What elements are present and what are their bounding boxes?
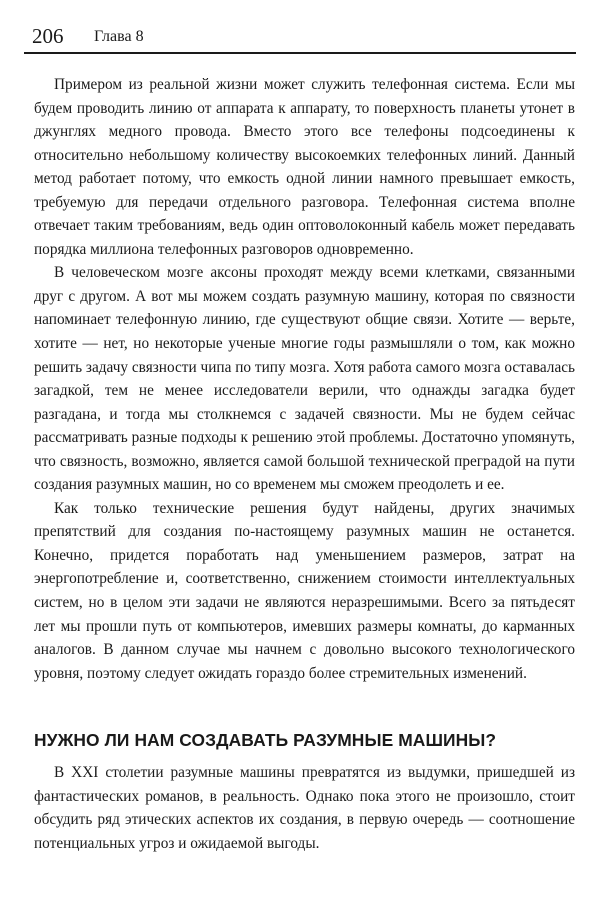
- running-head: [24, 20, 576, 54]
- paragraph-technical-solutions: Как только технические решения будут найдены, других значимых препятствий для создания по-настоящему разумных машин не останется. Конечно, придется поработать над уменьшением размеров, затрат на энергопотребление и, соответственно, снижением стоимости интеллектуальных систем, но в целом эти задачи не являются неразрешимыми. Всего за пятьдесят лет мы прошли путь от компьютеров, имевших размеры комнаты, до карманных аналогов. В данном случае мы начнем с довольно высокого технологического уровня, поэтому следует ожидать гораздо более стремительных изменений.: [34, 499, 575, 682]
- section-body-text: [34, 761, 575, 855]
- chapter-title: Глава 8: [94, 28, 144, 45]
- paragraph-xxi-century: В XXI столетии разумные машины превратятся из выдумки, пришедшей из фантастических романов, в реальность. Однако пока этого не произошло, стоит обсудить ряд этических аспектов их создания, в первую очередь — соотношение потенциальных угроз и ожидаемой выгоды.: [34, 764, 575, 852]
- paragraph-brain-connectivity: В человеческом мозге аксоны проходят между всеми клетками, связанными друг с другом. А вот мы можем создать разумную машину, которая по связности напоминает телефонную линию, где существуют общие связи. Хотите — верьте, хотите — нет, но некоторые ученые многие годы размышляли о том, как можно решить задачу связности чипа по типу мозга. Хотя работа самого мозга оставалась загадкой, тем не менее исследователи верили, что однажды загадка будет разгадана, и тогда мы столкнемся с задачей связности. Мы не будем сейчас рассматривать разные подходы к решению этой проблемы. Достаточно упомянуть, что связность, возможно, является самой большой технической преградой на пути создания разумных машин, но со временем мы сможем преодолеть и ее.: [34, 264, 575, 494]
- body-text: [34, 73, 575, 685]
- paragraph-telephone-example: Примером из реальной жизни может служить телефонная система. Если мы будем проводить линию от аппарата к аппарату, то поверхность планеты утонет в джунглях медного провода. Вместо этого все телефоны подсоединены к относительно небольшому количеству высокоемких телефонных линий. Данный метод работает потому, что емкость одной линии намного превышает емкость, требуемую для передачи отдельного разговора. Телефонная система вполне отвечает таким требованиям, ведь один оптоволоконный кабель может передавать порядка миллиона телефонных разговоров одновременно.: [34, 76, 575, 258]
- page-number: 206: [32, 24, 64, 48]
- section-heading: НУЖНО ЛИ НАМ СОЗДАВАТЬ РАЗУМНЫЕ МАШИНЫ?: [34, 730, 497, 750]
